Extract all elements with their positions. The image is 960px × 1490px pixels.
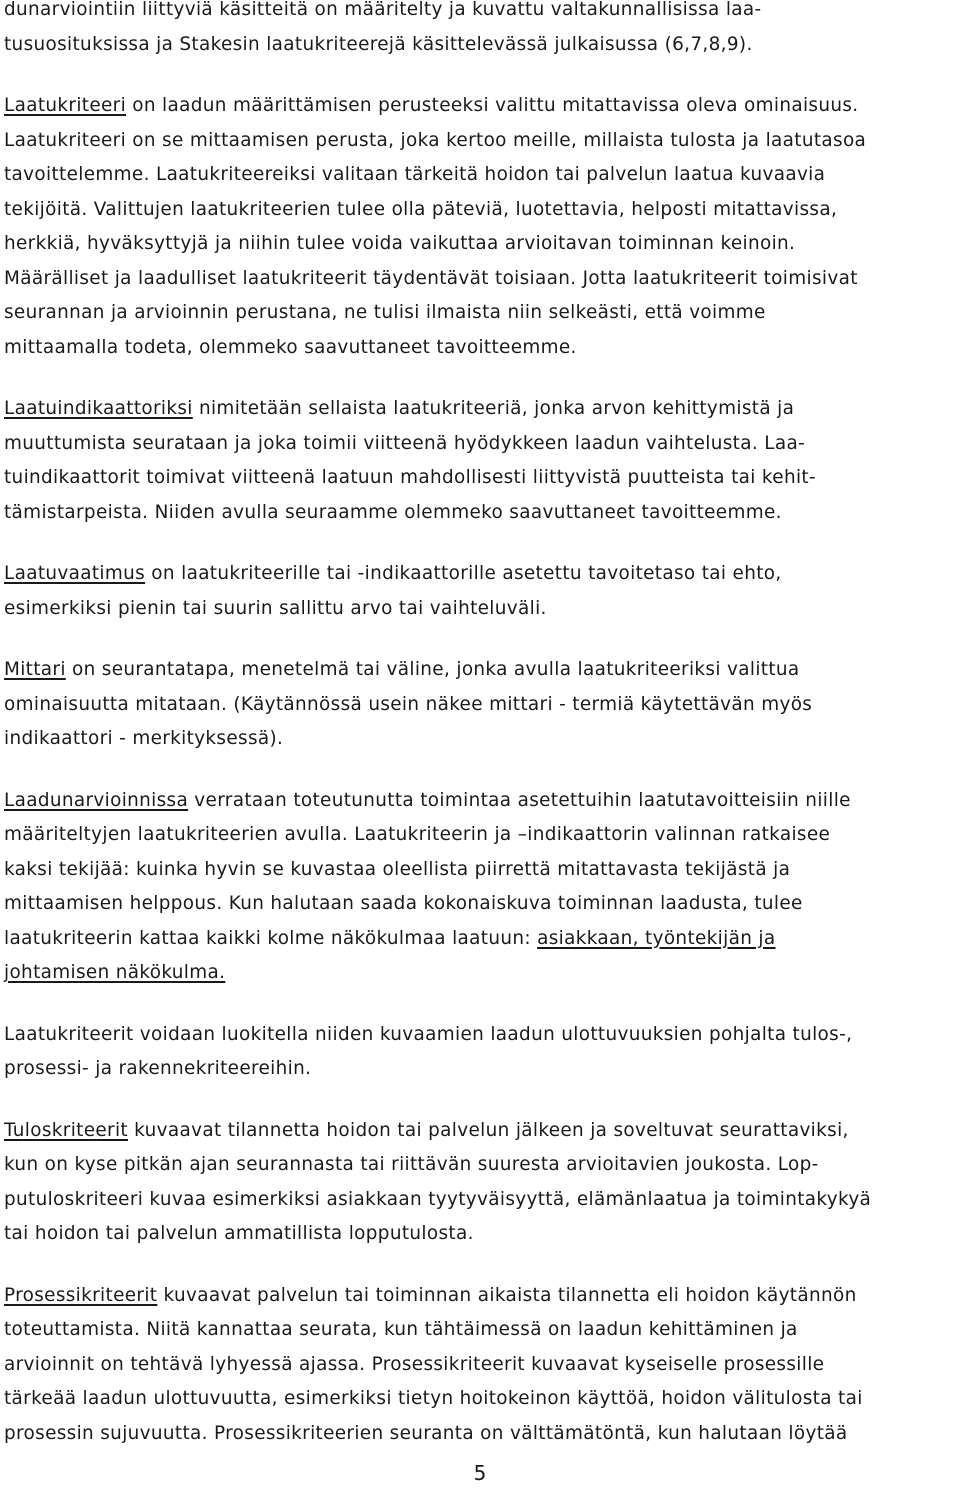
text-segment: prosessin sujuvuutta. Prosessikriteerien seuranta on välttämätöntä, kun halutaan löytää bbox=[4, 1422, 848, 1444]
text-line bbox=[4, 89, 956, 124]
text-line bbox=[4, 1279, 956, 1314]
text-segment: tuindikaattorit toimivat viitteenä laatuun mahdollisesti liittyvistä puutteista tai kehit- bbox=[4, 467, 816, 488]
text-segment: tai hoidon tai palvelun ammatillista lopputulosta. bbox=[4, 1223, 474, 1244]
text-segment: tämistarpeista. Niiden avulla seuraamme olemmeko saavuttaneet tavoitteemme. bbox=[4, 501, 782, 523]
text-line bbox=[4, 1348, 956, 1383]
text-segment: dunarviointiin liittyviä käsitteitä on määritelty ja kuvattu valtakunnallisissa laa- bbox=[4, 0, 762, 20]
paragraph bbox=[4, 1279, 956, 1452]
text-segment: herkkiä, hyväksyttyjä ja niihin tulee voida vaikuttaa arvioitavan toiminnan keinoin. bbox=[4, 233, 796, 254]
text-segment: putuloskriteeri kuvaa esimerkiksi asiakkaan tyytyväisyyttä, elämänlaatua ja toimintakykyä bbox=[4, 1188, 872, 1210]
text-line bbox=[4, 158, 956, 193]
paragraph bbox=[4, 784, 956, 991]
text-line bbox=[4, 722, 956, 757]
paragraph bbox=[4, 89, 956, 365]
text-line bbox=[4, 653, 956, 688]
page-number: 5 bbox=[473, 1461, 487, 1485]
text-line bbox=[4, 1052, 956, 1087]
paragraph bbox=[4, 653, 956, 757]
text-line bbox=[4, 956, 956, 991]
text-line bbox=[4, 818, 956, 853]
text-segment: on seurantatapa, menetelmä tai väline, jonka avulla laatukriteeriksi valittua bbox=[65, 659, 800, 680]
text-segment: toteuttamista. Niitä kannattaa seurata, kun tähtäimessä on laadun kehittäminen ja bbox=[4, 1319, 798, 1340]
text-segment: kuvaavat palvelun tai toiminnan aikaista tilannetta eli hoidon käytännön bbox=[157, 1284, 857, 1306]
text-segment: kaksi tekijää: kuinka hyvin se kuvastaa oleellista piirrettä mitattavasta tekijästä ja bbox=[4, 858, 791, 880]
text-line bbox=[4, 922, 956, 957]
text-line bbox=[4, 1148, 956, 1183]
text-segment: indikaattori - merkityksessä). bbox=[4, 728, 284, 749]
text-segment: Laatukriteerit voidaan luokitella niiden kuvaamien laadun ulottuvuuksien pohjalta tulos-, bbox=[4, 1023, 853, 1045]
text-segment: määriteltyjen laatukriteerien avulla. Laatukriteerin ja –indikaattorin valinnan ratkaisee bbox=[4, 824, 831, 845]
paragraph bbox=[4, 1018, 956, 1087]
text-line bbox=[4, 193, 956, 228]
text-line bbox=[4, 688, 956, 723]
text-segment: muuttumista seurataan ja joka toimii viitteenä hyödykkeen laadun vaihtelusta. Laa- bbox=[4, 432, 806, 454]
text-line bbox=[4, 557, 956, 592]
defined-term: asiakkaan, työntekijän ja bbox=[537, 927, 776, 949]
defined-term: Mittari bbox=[4, 659, 66, 680]
defined-term: Laatuindikaattoriksi bbox=[4, 398, 193, 419]
text-line bbox=[4, 1382, 956, 1417]
defined-term: Laadunarvioinnissa bbox=[4, 789, 189, 811]
text-segment: Määrälliset ja laadulliset laatukriteerit täydentävät toisiaan. Jotta laatukriteerit toimisivat bbox=[4, 267, 858, 289]
text-segment: on laadun määrittämisen perusteeksi valittu mitattavissa oleva ominaisuus. bbox=[126, 95, 859, 116]
text-segment: seurannan ja arvioinnin perustana, ne tulisi ilmaista niin selkeästi, että voimme bbox=[4, 302, 766, 323]
text-line bbox=[4, 124, 956, 159]
defined-term: Laatukriteeri bbox=[4, 95, 127, 116]
text-line bbox=[4, 1217, 956, 1252]
text-segment: mittaamalla todeta, olemmeko saavuttaneet tavoitteemme. bbox=[4, 336, 577, 358]
text-line bbox=[4, 227, 956, 262]
text-segment: arvioinnit on tehtävä lyhyessä ajassa. Prosessikriteerit kuvaavat kyseiselle prosessille bbox=[4, 1353, 825, 1375]
text-segment: verrataan toteutunutta toimintaa asetettuihin laatutavoitteisiin niille bbox=[188, 789, 851, 811]
text-segment: tärkeää laadun ulottuvuutta, esimerkiksi tietyn hoitokeinon käyttöä, hoidon välitulosta tai bbox=[4, 1388, 863, 1409]
paragraph bbox=[4, 0, 956, 62]
text-line bbox=[4, 427, 956, 462]
text-line bbox=[4, 1313, 956, 1348]
text-line bbox=[4, 1114, 956, 1149]
text-segment: tavoittelemme. Laatukriteereiksi valitaan tärkeitä hoidon tai palvelun laatua kuvaavia bbox=[4, 164, 826, 185]
text-segment: esimerkiksi pienin tai suurin sallittu arvo tai vaihteluväli. bbox=[4, 597, 547, 619]
text-segment: ominaisuutta mitataan. (Käytännössä usein näkee mittari - termiä käytettävän myös bbox=[4, 693, 813, 715]
text-line bbox=[4, 853, 956, 888]
text-line bbox=[4, 1018, 956, 1053]
text-segment: tusuosituksissa ja Stakesin laatukriteerejä käsittelevässä julkaisussa (6,7,8,9). bbox=[4, 33, 753, 55]
document-page bbox=[4, 0, 956, 1478]
text-line bbox=[4, 1183, 956, 1218]
document-body bbox=[4, 0, 956, 1451]
paragraph bbox=[4, 392, 956, 530]
text-line bbox=[4, 392, 956, 427]
text-line bbox=[4, 784, 956, 819]
text-line bbox=[4, 262, 956, 297]
text-segment: nimitetään sellaista laatukriteeriä, jonka arvon kehittymistä ja bbox=[192, 398, 795, 419]
text-segment: kuvaavat tilannetta hoidon tai palvelun jälkeen ja soveltuvat seurattaviksi, bbox=[127, 1119, 849, 1141]
text-segment: mittaamisen helppous. Kun halutaan saada kokonaiskuva toiminnan laadusta, tulee bbox=[4, 893, 803, 914]
text-segment: Laatukriteeri on se mittaamisen perusta, joka kertoo meille, millaista tulosta ja laatutasoa bbox=[4, 129, 867, 151]
paragraph bbox=[4, 1114, 956, 1252]
text-segment: kun on kyse pitkän ajan seurannasta tai riittävän suuresta arvioitavien joukosta. Lop- bbox=[4, 1154, 819, 1175]
paragraph bbox=[4, 557, 956, 626]
text-segment: prosessi- ja rakennekriteereihin. bbox=[4, 1058, 312, 1079]
text-line bbox=[4, 28, 956, 63]
text-line bbox=[4, 887, 956, 922]
text-segment: on laatukriteerille tai -indikaattorille asetettu tavoitetaso tai ehto, bbox=[145, 563, 782, 584]
defined-term: Laatuvaatimus bbox=[4, 563, 146, 584]
text-line bbox=[4, 461, 956, 496]
text-segment: tekijöitä. Valittujen laatukriteerien tulee olla päteviä, luotettavia, helposti mitattavissa, bbox=[4, 198, 838, 220]
text-line bbox=[4, 296, 956, 331]
text-segment: laatukriteerin kattaa kaikki kolme näkökulmaa laatuun: bbox=[4, 927, 538, 949]
defined-term: Prosessikriteerit bbox=[4, 1284, 158, 1306]
text-line bbox=[4, 0, 956, 28]
text-line bbox=[4, 331, 956, 366]
text-line bbox=[4, 592, 956, 627]
text-line bbox=[4, 1417, 956, 1452]
defined-term: johtamisen näkökulma. bbox=[4, 962, 226, 983]
text-line bbox=[4, 496, 956, 531]
defined-term: Tuloskriteerit bbox=[4, 1119, 128, 1141]
